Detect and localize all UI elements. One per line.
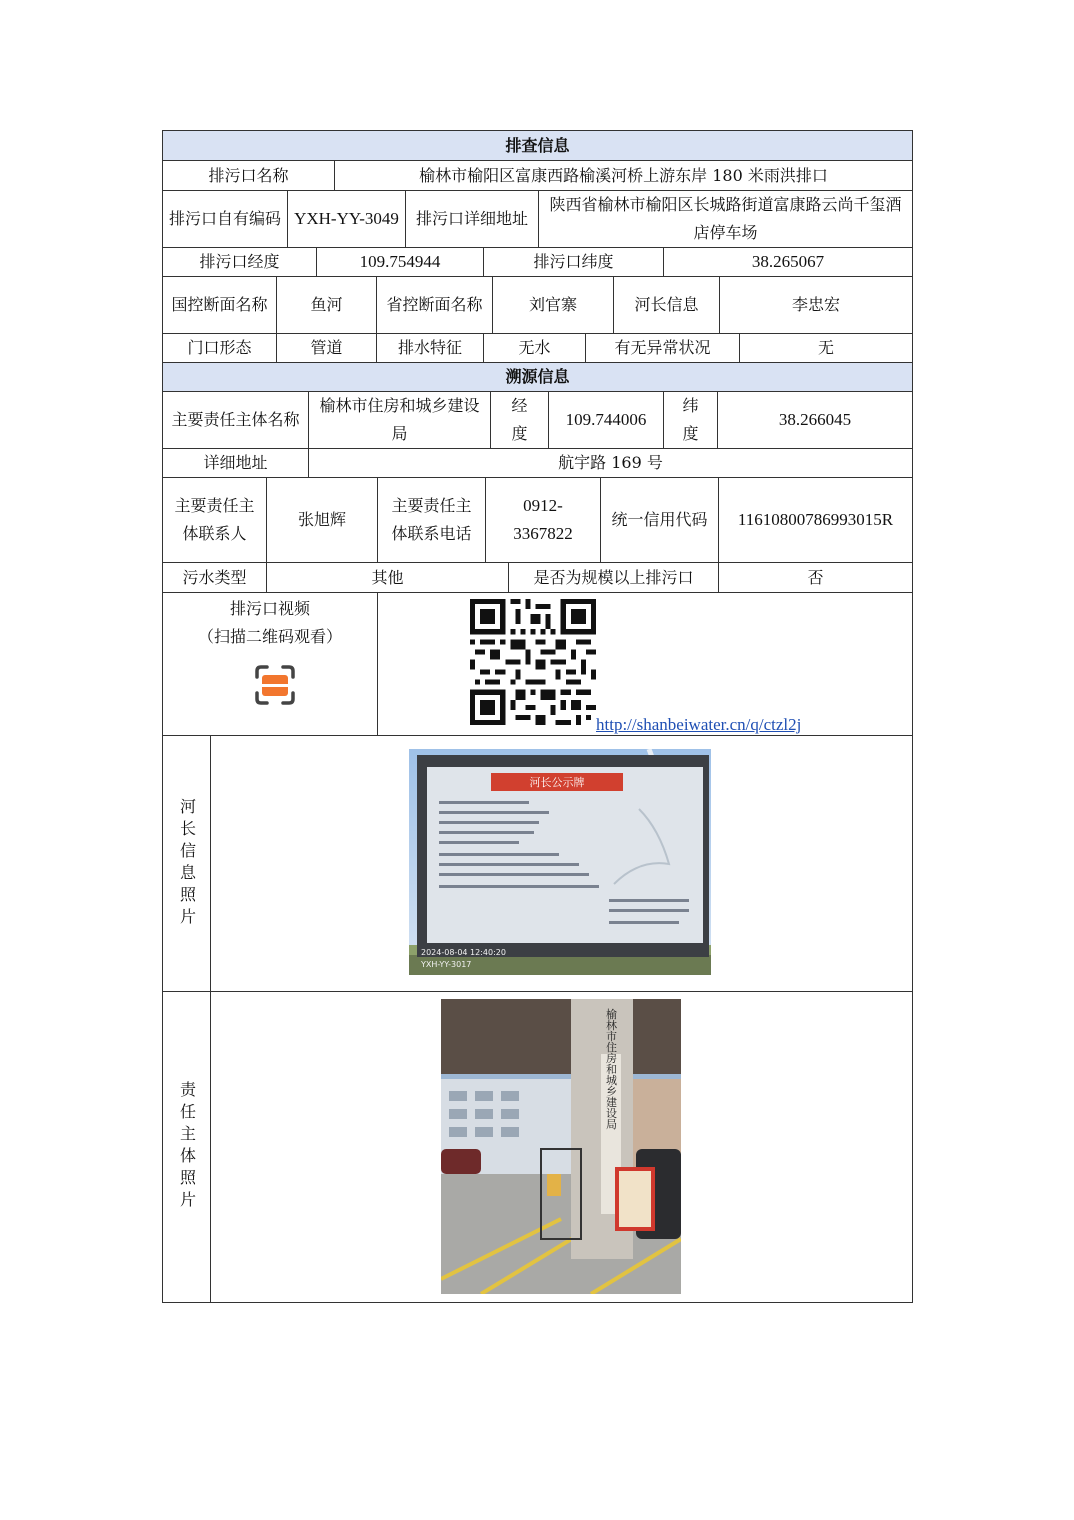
value-outlet-lng: 109.754944 [317, 248, 484, 276]
value-outlet-lat: 38.265067 [751, 252, 825, 271]
label-outlet-name: 排污口名称 [163, 161, 335, 190]
river-chief-photo-cell [211, 736, 912, 991]
section-title-trace: 溯源信息 [163, 363, 912, 391]
qr-code[interactable] [470, 599, 596, 725]
value-outlet-code: YXH-YY-3049 [288, 191, 406, 247]
label-responsible-address: 详细地址 [163, 449, 309, 477]
value-drain-feature: 无水 [484, 334, 586, 362]
responsible-photo-cell [211, 992, 912, 1302]
label-provincial-section: 省控断面名称 [377, 277, 493, 333]
value-credit-code: 11610800786993015R [737, 510, 894, 529]
label-national-section: 国控断面名称 [163, 277, 277, 333]
section-header-trace [162, 363, 913, 392]
row-sewage-type [162, 563, 913, 593]
value-outlet-name: 榆林市榆阳区富康西路榆溪河桥上游东岸 180 米雨洪排口 [419, 165, 828, 185]
label-responsible-lng: 经度 [491, 392, 549, 448]
video-label-cell [163, 593, 378, 735]
sign-time: 2024-08-04 12:40:20 [421, 948, 506, 957]
label-responsible-photo: 责任主体照片 [163, 992, 211, 1302]
row-responsible-contact [162, 478, 913, 563]
row-outlet-coordinates [162, 248, 913, 277]
label-responsible-lat: 纬度 [664, 392, 718, 448]
section-header-survey [162, 130, 913, 161]
label-contact: 主要责任主体联系人 [163, 478, 267, 562]
row-responsible-name [162, 392, 913, 449]
label-outlet-address: 排污口详细地址 [406, 191, 539, 247]
river-chief-sign-photo[interactable] [409, 749, 711, 975]
label-responsible-name: 主要责任主体名称 [163, 392, 309, 448]
value-sewage-type: 其他 [267, 563, 509, 592]
report-table [162, 130, 913, 1303]
row-code-address [162, 191, 913, 248]
video-label: 排污口视频 [229, 599, 310, 618]
label-abnormal: 有无异常状况 [586, 334, 740, 362]
label-outlet-form: 门口形态 [163, 334, 277, 362]
value-national-section: 鱼河 [277, 277, 377, 333]
label-outlet-lat: 排污口纬度 [484, 248, 664, 276]
row-river-chief-photo [162, 736, 913, 992]
row-sections [162, 277, 913, 334]
scan-qr-icon[interactable] [253, 663, 297, 707]
label-sewage-type: 污水类型 [163, 563, 267, 592]
row-status [162, 334, 913, 363]
video-link[interactable]: http://shanbeiwater.cn/q/ctzl2j [596, 715, 802, 734]
label-large-scale: 是否为规模以上排污口 [509, 563, 719, 592]
label-credit-code: 统一信用代码 [601, 478, 719, 562]
row-video [162, 593, 913, 736]
label-outlet-lng: 排污口经度 [163, 248, 317, 276]
label-outlet-code: 排污口自有编码 [163, 191, 288, 247]
value-responsible-lat: 38.266045 [778, 410, 852, 429]
value-responsible-name: 榆林市住房和城乡建设局 [309, 392, 491, 448]
value-provincial-section: 刘官寨 [493, 277, 614, 333]
value-outlet-address: 陕西省榆林市榆阳区长城路街道富康路云尚千玺酒店停车场 [549, 195, 902, 242]
row-responsible-photo [162, 992, 913, 1303]
section-title-survey: 排查信息 [163, 131, 912, 160]
label-river-chief: 河长信息 [614, 277, 720, 333]
building-sign-text: 榆林市住房和城乡建设局 [604, 1008, 618, 1130]
value-outlet-form: 管道 [277, 334, 377, 362]
value-large-scale: 否 [807, 567, 824, 587]
sign-title: 河长公示牌 [529, 776, 585, 789]
responsible-building-photo[interactable] [441, 999, 681, 1294]
qr-cell [378, 593, 912, 735]
value-abnormal: 无 [817, 338, 834, 357]
row-responsible-address [162, 449, 913, 478]
label-river-chief-photo: 河长信息照片 [163, 736, 211, 991]
label-drain-feature: 排水特征 [377, 334, 484, 362]
video-hint: （扫描二维码观看） [197, 627, 342, 646]
row-outlet-name [162, 161, 913, 191]
sign-code: YXH-YY-3017 [421, 960, 472, 969]
value-responsible-address: 航宇路 169 号 [558, 453, 663, 472]
label-phone: 主要责任主体联系电话 [378, 478, 486, 562]
value-river-chief: 李忠宏 [791, 295, 840, 314]
value-contact: 张旭辉 [267, 478, 378, 562]
value-responsible-lng: 109.744006 [549, 392, 664, 448]
value-phone: 0912-3367822 [486, 478, 601, 562]
